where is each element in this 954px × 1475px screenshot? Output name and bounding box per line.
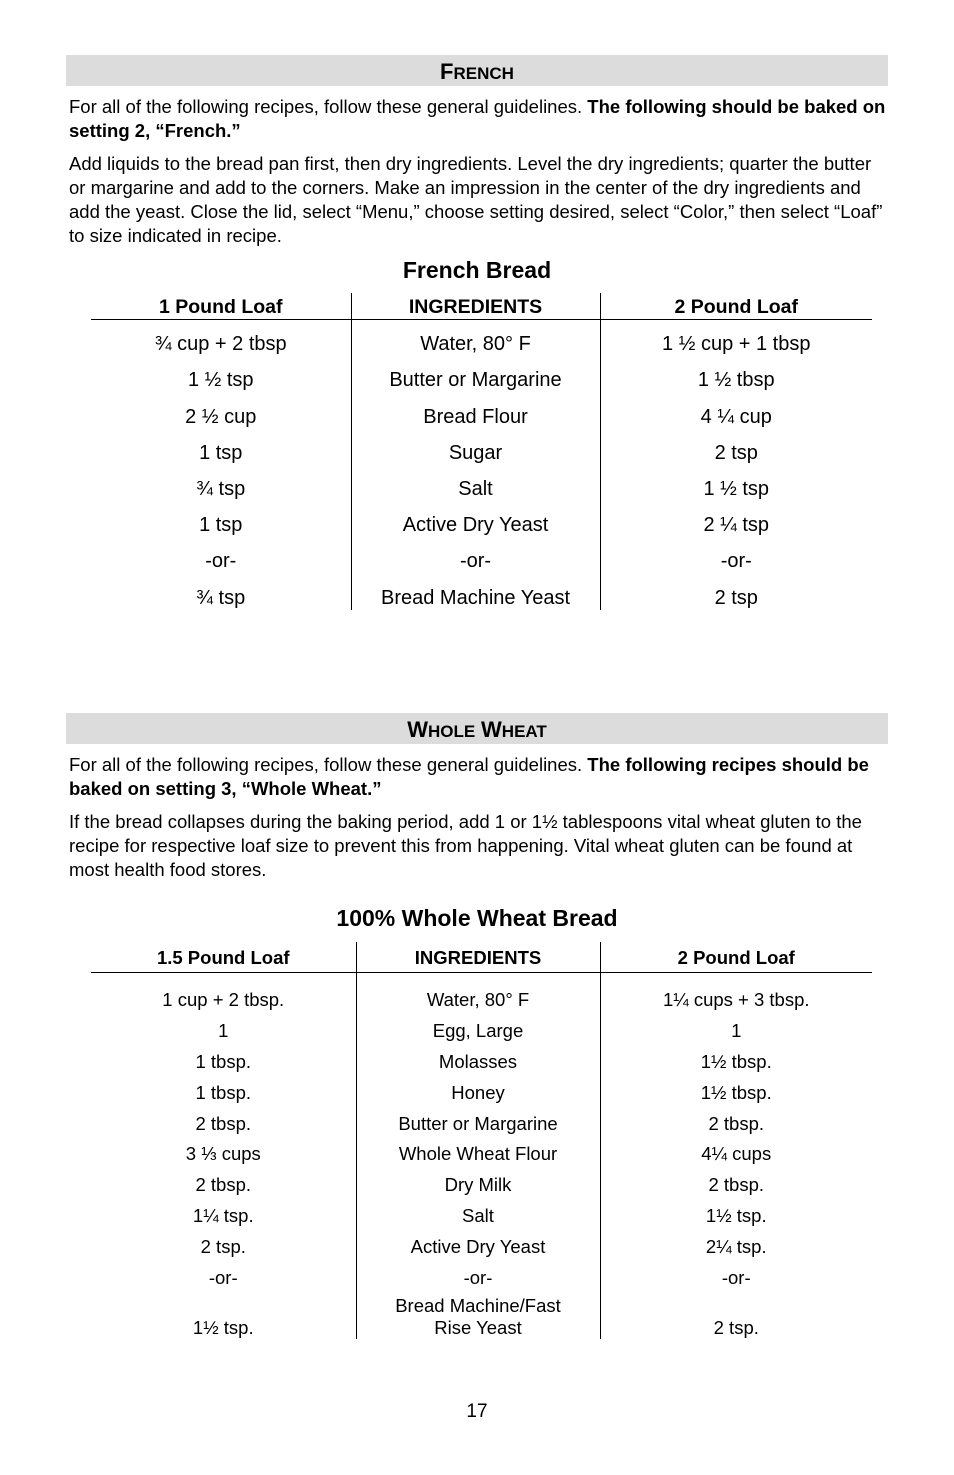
table-cell: 1 bbox=[731, 1019, 742, 1041]
heading-rest: HOLE bbox=[427, 722, 476, 741]
table-cell: 1½ tbsp. bbox=[700, 1081, 772, 1103]
table-row bbox=[91, 1104, 872, 1135]
table-cell: 2 tbsp. bbox=[195, 1174, 252, 1196]
table-cell: Whole Wheat Flour bbox=[356, 1135, 600, 1166]
table-cell: ¾ tsp bbox=[196, 586, 246, 609]
table-cell: 3 ⅓ cups bbox=[185, 1143, 261, 1165]
table-cell: 2 tbsp. bbox=[708, 1174, 765, 1196]
table-cell: Salt bbox=[356, 1196, 600, 1227]
french-intro-bold: The following should be baked on setting 2, “French.” bbox=[69, 96, 886, 141]
table-cell-line: Rise Yeast bbox=[434, 1317, 522, 1339]
table-row bbox=[91, 320, 872, 357]
whole-wheat-intro bbox=[69, 753, 889, 801]
table-cell: -or- bbox=[720, 550, 752, 573]
table-cell: 2 tsp bbox=[714, 441, 758, 464]
table-cell: -or- bbox=[205, 550, 237, 573]
table-row bbox=[91, 1289, 872, 1339]
table-cell: 2 tsp. bbox=[713, 1317, 759, 1339]
table-row bbox=[91, 356, 872, 392]
column-header: 2 Pound Loaf bbox=[600, 942, 872, 973]
table-cell: 1 bbox=[218, 1019, 229, 1041]
table-cell: 1 tbsp. bbox=[195, 1081, 252, 1103]
heading-initial: W bbox=[407, 717, 428, 742]
whole-wheat-intro-text: For all of the following recipes, follow these general guidelines. bbox=[69, 754, 583, 775]
table-cell: Butter or Margarine bbox=[356, 1104, 600, 1135]
table-cell: ¾ cup + 2 tbsp bbox=[154, 333, 287, 356]
table-cell: 1 ½ cup + 1 tbsp bbox=[662, 333, 811, 356]
column-header: INGREDIENTS bbox=[351, 293, 600, 320]
whole-wheat-intro-bold: The following recipes should be baked on setting 3, “Whole Wheat.” bbox=[69, 754, 869, 799]
table-row bbox=[91, 392, 872, 428]
table-row bbox=[91, 537, 872, 573]
table-cell: 4¼ cups bbox=[701, 1143, 772, 1165]
column-header: 1 Pound Loaf bbox=[91, 293, 351, 320]
table-cell: 2 tbsp. bbox=[195, 1112, 252, 1134]
table-cell: Salt bbox=[351, 465, 600, 501]
table-cell: Egg, Large bbox=[356, 1011, 600, 1042]
table-cell: Dry Milk bbox=[356, 1165, 600, 1196]
table-row bbox=[91, 1135, 872, 1166]
table-cell-line: Bread Machine/Fast bbox=[395, 1295, 561, 1317]
table-cell: 1 tbsp. bbox=[195, 1050, 252, 1072]
table-cell: Active Dry Yeast bbox=[356, 1227, 600, 1258]
table-row bbox=[91, 1196, 872, 1227]
table-row bbox=[91, 573, 872, 609]
table-cell: Honey bbox=[356, 1073, 600, 1104]
table-cell: Butter or Margarine bbox=[351, 356, 600, 392]
column-header: 1.5 Pound Loaf bbox=[91, 942, 356, 973]
table-row bbox=[91, 501, 872, 537]
heading-rest: RENCH bbox=[453, 64, 514, 83]
table-cell: ¾ tsp bbox=[196, 477, 246, 500]
heading-rest: HEAT bbox=[501, 722, 547, 741]
whole-wheat-bread-table bbox=[91, 942, 872, 1339]
table-cell: Sugar bbox=[351, 429, 600, 465]
table-cell: -or- bbox=[721, 1267, 751, 1289]
table-cell: 1 cup + 2 tbsp. bbox=[162, 989, 285, 1010]
page-number: 17 bbox=[466, 1401, 488, 1422]
french-table-title: French Bread bbox=[402, 257, 552, 283]
table-header-row bbox=[91, 942, 872, 973]
heading-initial: W bbox=[481, 717, 502, 742]
table-row bbox=[91, 1165, 872, 1196]
table-row bbox=[91, 429, 872, 465]
table-cell: 1 tsp bbox=[199, 441, 243, 464]
table-cell: Bread Flour bbox=[351, 392, 600, 428]
table-cell: Molasses bbox=[356, 1042, 600, 1073]
table-cell: 1¼ cups + 3 tbsp. bbox=[662, 989, 810, 1010]
table-row bbox=[91, 465, 872, 501]
french-instructions: Add liquids to the bread pan first, then dry ingredients. Level the dry ingredients; quarter the butter or margarine and add to the corners. Make an impression in the center of the dry ingredients and add the yeast. Close the lid, select “Menu,” choose setting desired, select “Color,” then select “Loaf” to size indicated in recipe. bbox=[69, 153, 883, 246]
heading-initial: F bbox=[440, 59, 454, 84]
whole-wheat-instructions: If the bread collapses during the baking period, add 1 or 1½ tablespoons vital wheat gluten to the recipe for respective loaf size to prevent this from happening. Vital wheat gluten can be found at most health food stores. bbox=[69, 811, 862, 880]
table-cell: Water, 80° F bbox=[351, 320, 600, 357]
section-heading-whole-wheat bbox=[66, 713, 888, 744]
column-header: 2 Pound Loaf bbox=[600, 293, 872, 320]
table-row bbox=[91, 1073, 872, 1104]
table-cell: 2 tsp bbox=[714, 586, 758, 609]
table-cell: 4 ¼ cup bbox=[700, 405, 772, 428]
table-cell: 1¼ tsp. bbox=[192, 1205, 254, 1227]
table-cell: -or- bbox=[356, 1258, 600, 1289]
table-cell: Water, 80° F bbox=[356, 973, 600, 1012]
table-cell: 1½ tbsp. bbox=[700, 1050, 772, 1072]
table-cell: 2 tsp. bbox=[200, 1236, 246, 1258]
whole-wheat-table-title: 100% Whole Wheat Bread bbox=[336, 905, 618, 931]
table-row bbox=[91, 1258, 872, 1289]
french-intro-text: For all of the following recipes, follow these general guidelines. bbox=[69, 96, 583, 117]
table-cell: 2 ¼ tsp bbox=[703, 514, 770, 537]
table-row bbox=[91, 1042, 872, 1073]
table-cell bbox=[356, 1289, 600, 1339]
french-intro bbox=[69, 95, 889, 143]
table-cell: 1 ½ tsp bbox=[187, 369, 254, 392]
column-header: INGREDIENTS bbox=[356, 942, 600, 973]
table-header-row bbox=[91, 293, 872, 320]
table-cell: -or- bbox=[351, 537, 600, 573]
table-cell: 2 ½ cup bbox=[185, 405, 257, 428]
table-row bbox=[91, 1227, 872, 1258]
table-cell: 1 ½ tsp bbox=[703, 477, 770, 500]
table-cell: 2¼ tsp. bbox=[705, 1236, 767, 1258]
table-cell: 1½ tsp. bbox=[192, 1317, 254, 1339]
table-cell: -or- bbox=[208, 1267, 238, 1289]
section-heading-french bbox=[66, 55, 888, 86]
table-cell: 1 tsp bbox=[199, 514, 243, 537]
table-row bbox=[91, 973, 872, 1012]
table-cell: Active Dry Yeast bbox=[351, 501, 600, 537]
table-cell: 1½ tsp. bbox=[705, 1205, 767, 1227]
french-bread-table bbox=[91, 293, 872, 610]
table-row bbox=[91, 1011, 872, 1042]
table-cell: Bread Machine Yeast bbox=[351, 573, 600, 609]
table-cell: 2 tbsp. bbox=[708, 1112, 765, 1134]
table-cell: 1 ½ tbsp bbox=[697, 369, 775, 392]
